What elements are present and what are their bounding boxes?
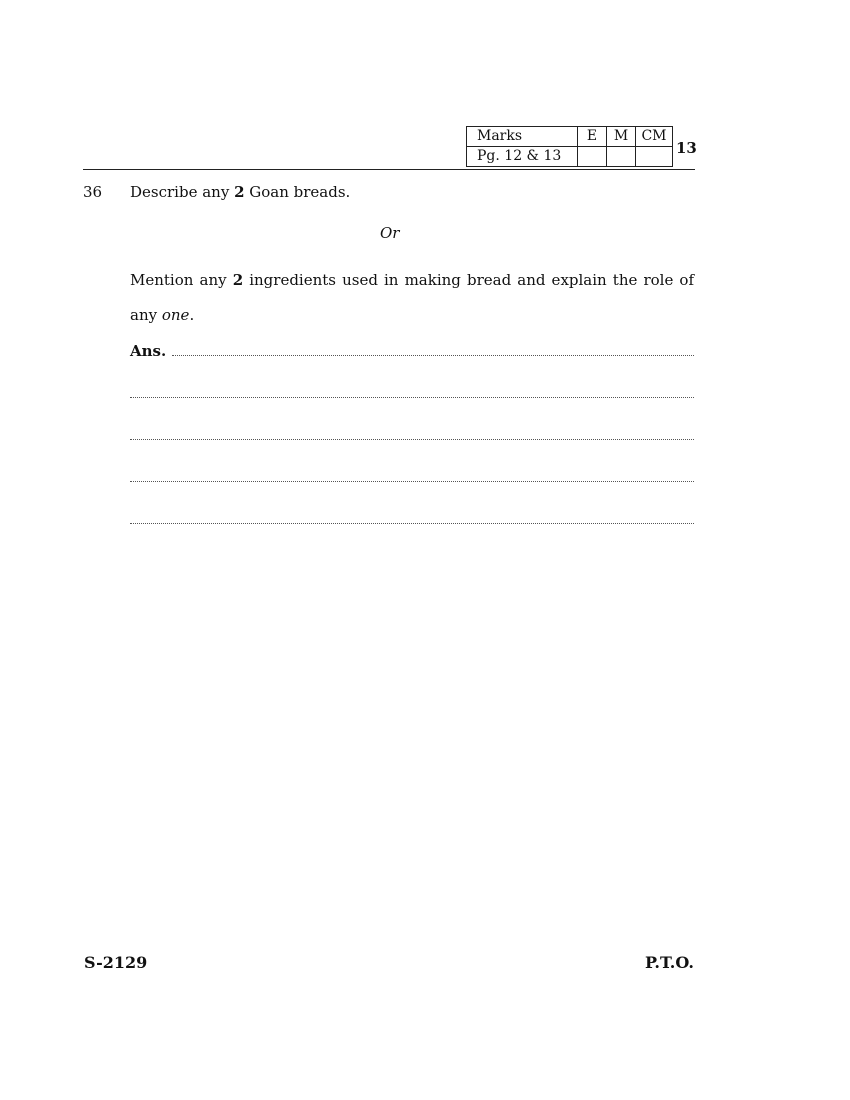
dotted-line bbox=[130, 439, 694, 440]
question-number: 36 bbox=[83, 183, 103, 201]
dotted-line bbox=[130, 481, 694, 482]
answer-line-3[interactable] bbox=[130, 424, 694, 444]
marks-label: Marks bbox=[467, 127, 578, 147]
marks-cell-m bbox=[607, 147, 636, 167]
answer-line-4[interactable] bbox=[130, 466, 694, 486]
or-separator: Or bbox=[380, 224, 400, 242]
answer-label: Ans. bbox=[130, 342, 167, 360]
answer-line-1[interactable] bbox=[130, 340, 694, 360]
answer-line-2[interactable] bbox=[130, 382, 694, 402]
marks-col-m: M bbox=[607, 127, 636, 147]
header-rule bbox=[83, 169, 695, 170]
alternative-question-text: Mention any 2 ingredients used in making bread and explain the role of any one. bbox=[130, 271, 695, 324]
marks-page-ref: Pg. 12 & 13 bbox=[467, 147, 578, 167]
please-turn-over: P.T.O. bbox=[645, 953, 694, 972]
marks-cell-cm bbox=[636, 147, 673, 167]
dotted-line bbox=[172, 355, 694, 356]
dotted-line bbox=[130, 523, 694, 524]
marks-col-e: E bbox=[578, 127, 607, 147]
marks-box bbox=[466, 126, 673, 167]
marks-col-cm: CM bbox=[636, 127, 673, 147]
question-text: Describe any 2 Goan breads. bbox=[130, 183, 351, 201]
paper-code: S-2129 bbox=[84, 953, 148, 972]
page-number: 13 bbox=[676, 139, 697, 157]
answer-line-5[interactable] bbox=[130, 508, 694, 528]
dotted-line bbox=[130, 397, 694, 398]
marks-cell-e bbox=[578, 147, 607, 167]
